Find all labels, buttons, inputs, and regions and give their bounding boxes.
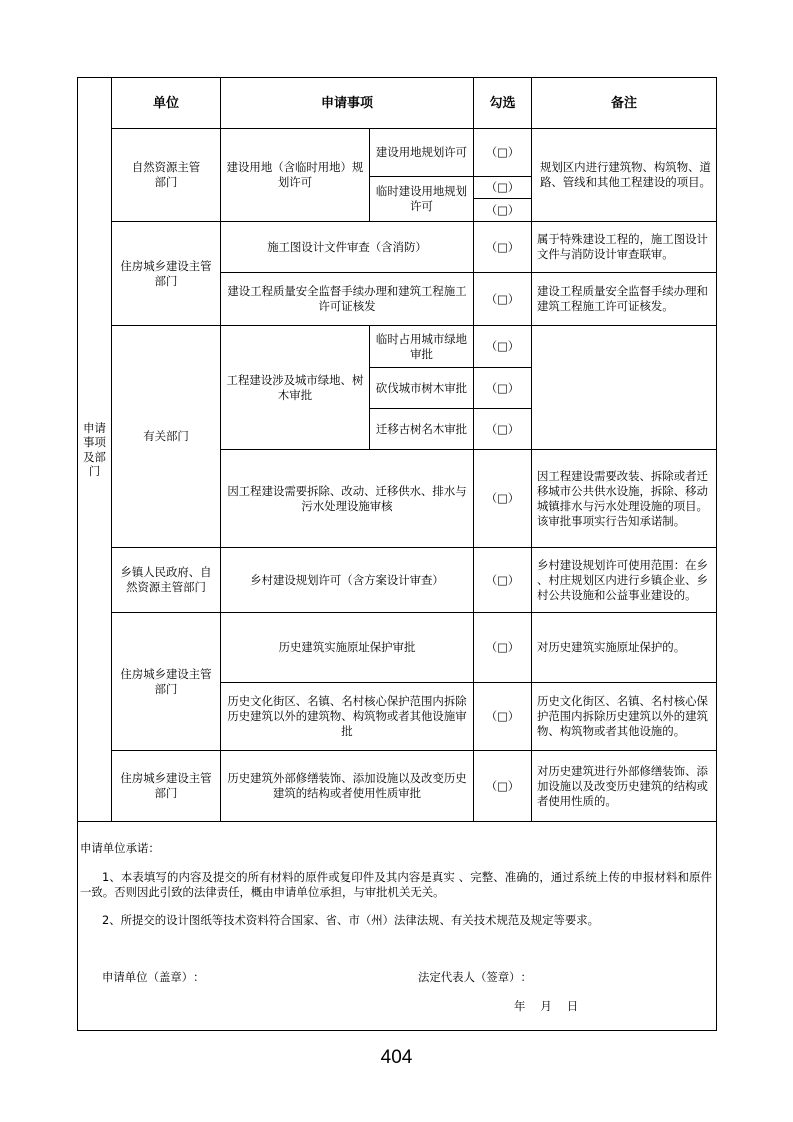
check-cell xyxy=(473,221,532,273)
note-text: 对历史建筑实施原址保护的。 xyxy=(537,640,686,654)
checkbox[interactable]: （□） xyxy=(485,291,520,306)
unit-label: 乡镇人民政府、自然资源主管部门 xyxy=(120,565,212,594)
side-label-cell xyxy=(77,77,112,822)
check-cell xyxy=(473,325,532,368)
item-label: 乡村建设规划许可（含方案设计审查） xyxy=(250,572,444,587)
note-cell xyxy=(531,449,717,548)
item-cell xyxy=(220,547,474,613)
declaration-clause-1: 1、本表填写的内容及提交的所有材料的原件或复印件及其内容是真实 、完整、准确的，通过系统上传的申报材料和原件一致。否则因此引致的法律责任，概由申请单位承担，与审批机关无关。 xyxy=(80,870,712,899)
checkbox[interactable]: （□） xyxy=(485,339,520,353)
checkbox[interactable]: （□） xyxy=(485,380,520,395)
note-text: 建设工程质量安全监督手续办理和建筑工程施工许可证核发。 xyxy=(537,284,708,313)
legal-rep-label: 法定代表人（签章）： xyxy=(418,970,532,984)
check-cell xyxy=(473,547,532,613)
item-cell xyxy=(220,682,474,751)
item-label: 施工图设计文件审查（含消防） xyxy=(267,239,427,254)
unit-label: 住房城乡建设主管部门 xyxy=(120,666,212,696)
header-note-label: 备注 xyxy=(610,95,637,111)
checkbox[interactable]: （□） xyxy=(485,180,520,194)
item-label: 工程建设涉及城市绿地、树木审批 xyxy=(226,372,364,402)
note-cell xyxy=(531,272,717,326)
note-text: 历史文化街区、名镇、名村核心保护范围内拆除历史建筑以外的建筑物、构筑物或者其他设施的。 xyxy=(537,694,708,738)
unit-cell xyxy=(111,547,221,613)
header-item-label: 申请事项 xyxy=(320,95,373,111)
check-cell xyxy=(473,128,532,177)
note-cell xyxy=(531,612,717,683)
declaration-title: 申请单位承诺： xyxy=(80,841,160,855)
check-cell xyxy=(473,750,532,822)
item-cell xyxy=(220,325,370,450)
unit-label: 住房城乡建设主管部门 xyxy=(120,771,212,800)
check-cell xyxy=(473,612,532,683)
checkbox[interactable]: （□） xyxy=(485,145,520,159)
item-cell xyxy=(220,449,474,548)
header-check xyxy=(473,77,532,129)
checkbox[interactable]: （□） xyxy=(485,202,520,217)
unit-cell xyxy=(111,128,221,222)
check-cell xyxy=(473,682,532,751)
header-unit xyxy=(111,77,221,129)
checkbox[interactable]: （□） xyxy=(485,778,520,793)
checkbox[interactable]: （□） xyxy=(485,709,520,723)
header-item xyxy=(220,77,474,129)
note-cell xyxy=(531,750,717,822)
header-unit-label: 单位 xyxy=(152,95,179,111)
header-note xyxy=(531,77,717,129)
sub-item-cell xyxy=(369,176,474,222)
item-label: 建设工程质量安全监督手续办理和建筑工程施工许可证核发 xyxy=(227,284,467,313)
note-text: 属于特殊建设工程的，施工图设计文件与消防设计审查联审。 xyxy=(537,232,708,261)
item-label: 历史建筑外部修缮装饰、添加设施以及改变历史建筑的结构或者使用性质审批 xyxy=(227,771,467,800)
item-label: 历史文化街区、名镇、名村核心保护范围内拆除历史建筑以外的建筑物、构筑物或者其他设施审批 xyxy=(227,694,467,738)
check-cell xyxy=(473,198,532,222)
check-cell xyxy=(473,449,532,548)
check-cell xyxy=(473,367,532,409)
item-label: 历史建筑实施原址保护审批 xyxy=(278,640,416,654)
note-cell xyxy=(531,547,717,613)
sub-item-cell xyxy=(369,367,474,409)
item-cell xyxy=(220,750,474,822)
check-cell xyxy=(473,176,532,199)
sub-item-label: 砍伐城市树木审批 xyxy=(375,380,468,395)
item-label: 建设用地（含临时用地）规划许可 xyxy=(226,160,364,189)
note-cell-empty xyxy=(531,325,717,450)
item-cell xyxy=(220,612,474,683)
unit-cell xyxy=(111,325,221,548)
sub-item-label: 临时建设用地规划许可 xyxy=(375,184,468,213)
sub-item-cell xyxy=(369,325,474,368)
check-cell xyxy=(473,272,532,326)
sub-item-cell xyxy=(369,128,474,177)
check-cell xyxy=(473,408,532,450)
checkbox[interactable]: （□） xyxy=(485,491,520,505)
sub-item-label: 迁移古树名木审批 xyxy=(375,421,468,436)
item-label: 因工程建设需要拆除、改动、迁移供水、排水与污水处理设施审核 xyxy=(227,483,467,513)
sub-item-label: 建设用地规划许可 xyxy=(375,145,468,159)
unit-cell xyxy=(111,750,221,822)
declaration-clause-2: 2、所提交的设计图纸等技术资料符合国家、省、市（州）法律法规、有关技术规范及规定等要求。 xyxy=(102,913,600,927)
page-number: 404 xyxy=(380,1047,413,1068)
note-text: 对历史建筑进行外部修缮装饰、添加设施以及改变历史建筑的结构或者使用性质的。 xyxy=(537,763,708,808)
note-text: 规划区内进行建筑物、构筑物、道路、管线和其他工程建设的项目。 xyxy=(540,160,711,189)
sub-item-label: 临时占用城市绿地审批 xyxy=(375,331,468,361)
item-cell xyxy=(220,221,474,273)
unit-label: 自然资源主管部门 xyxy=(131,160,201,189)
applicant-seal-label: 申请单位（盖章）： xyxy=(102,970,205,984)
checkbox[interactable]: （□） xyxy=(485,421,520,436)
unit-cell xyxy=(111,221,221,326)
unit-label: 住房城乡建设主管部门 xyxy=(120,258,212,288)
side-label: 申请事项及部门 xyxy=(83,420,106,478)
item-cell xyxy=(220,128,370,222)
item-cell xyxy=(220,272,474,326)
note-cell xyxy=(531,221,717,273)
note-text: 乡村建设规划许可使用范围：在乡、村庄规划区内进行乡镇企业、乡村公共设施和公益事业建设的。 xyxy=(537,557,708,602)
checkbox[interactable]: （□） xyxy=(485,239,520,254)
header-check-label: 勾选 xyxy=(489,95,516,111)
unit-label: 有关部门 xyxy=(143,429,189,443)
note-cell xyxy=(531,682,717,751)
checkbox[interactable]: （□） xyxy=(485,640,520,654)
note-text: 因工程建设需要改装、拆除或者迁移城市公共供水设施，拆除、移动城镇排水与污水处理设施的项目。该审批事项实行告知承诺制。 xyxy=(537,468,708,528)
note-cell xyxy=(531,128,717,222)
unit-cell xyxy=(111,612,221,751)
checkbox[interactable]: （□） xyxy=(485,572,520,587)
date-label: 年 月 日 xyxy=(514,999,579,1013)
sub-item-cell xyxy=(369,408,474,450)
